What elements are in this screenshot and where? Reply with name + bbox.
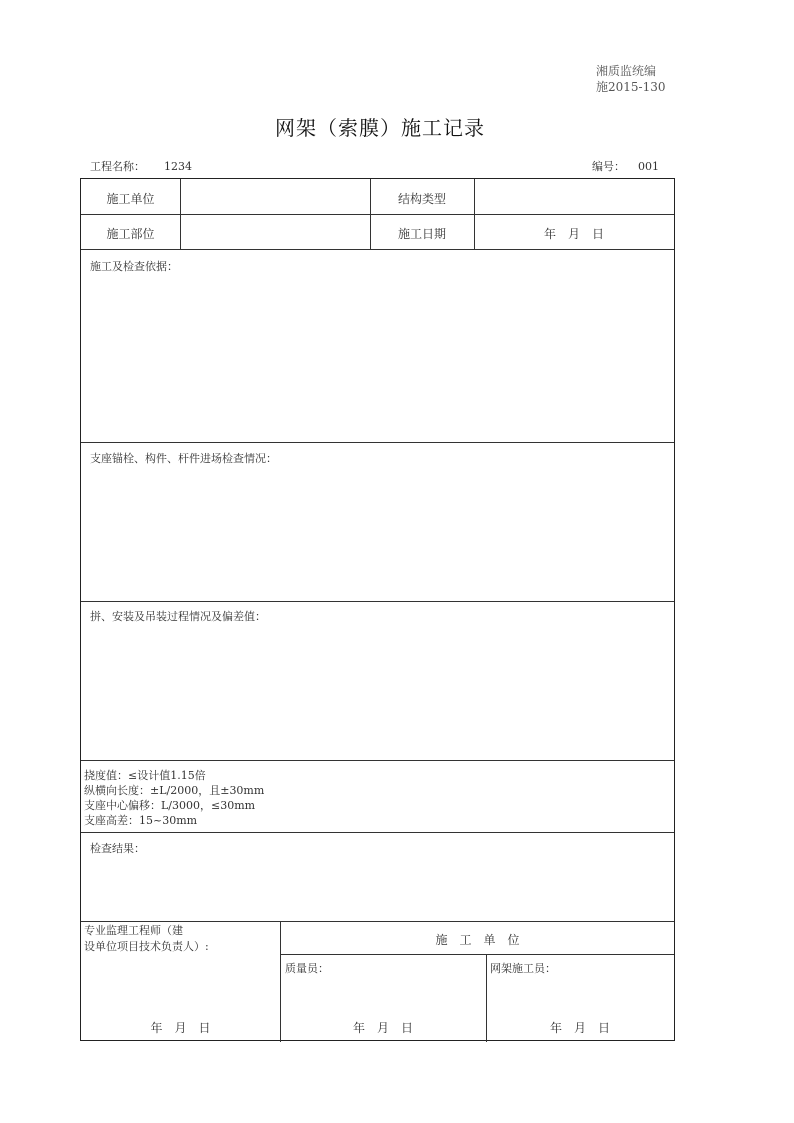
row-divider: [81, 214, 674, 215]
grid-worker-label: 网架施工员：: [490, 962, 556, 975]
tolerance-deflection: 挠度值：≤设计值1.15倍: [84, 769, 206, 782]
construction-date-label: 施工日期: [397, 227, 446, 241]
construction-unit-heading: 施 工 单 位: [435, 933, 520, 947]
anchor-check-label: 支座锚栓、构件、杆件进场检查情况：: [90, 452, 277, 465]
form-code-line1: 湘质监统编: [596, 64, 657, 78]
column-divider: [180, 179, 181, 249]
basis-label: 施工及检查依据：: [90, 260, 178, 273]
form-number-value: 001: [638, 160, 659, 173]
structure-type-label: 结构类型: [397, 192, 446, 206]
supervisor-label-line1: 专业监理工程师（建: [84, 924, 183, 937]
form-number-row: [592, 158, 659, 174]
grid-worker-date: 年 月 日: [549, 1021, 610, 1035]
record-form-table: [80, 178, 675, 1041]
assembly-label: 拼、安装及吊装过程情况及偏差值：: [90, 610, 266, 623]
tolerance-length: 纵横向长度：±L/2000，且±30mm: [84, 784, 265, 797]
quality-inspector-date: 年 月 日: [352, 1021, 413, 1035]
project-name-label: 工程名称：: [90, 160, 145, 173]
construction-part-label: 施工部位: [106, 227, 155, 241]
row-divider: [81, 249, 674, 250]
page-title: 网架（索膜）施工记录: [275, 116, 485, 140]
tolerance-center-offset: 支座中心偏移：L/3000，≤30mm: [84, 799, 256, 812]
row-divider: [81, 601, 674, 602]
row-divider: [81, 442, 674, 443]
project-name-value: 1234: [164, 160, 192, 173]
tolerance-height-diff: 支座高差：15~30mm: [84, 814, 198, 827]
supervisor-label-line2: 设单位项目技术负责人）:: [84, 940, 209, 953]
form-number-label: 编号：: [592, 160, 625, 173]
construction-date-value: 年 月 日: [543, 227, 604, 241]
construction-unit-label: 施工单位: [106, 192, 155, 206]
supervisor-date: 年 月 日: [150, 1021, 211, 1035]
row-divider: [81, 832, 674, 833]
form-code-line2: 施2015-130: [596, 80, 666, 94]
row-divider: [281, 954, 674, 955]
result-label: 检查结果：: [90, 842, 145, 855]
row-divider: [81, 921, 674, 922]
project-name-row: [90, 158, 192, 174]
row-divider: [81, 760, 674, 761]
quality-inspector-label: 质量员：: [285, 962, 329, 975]
